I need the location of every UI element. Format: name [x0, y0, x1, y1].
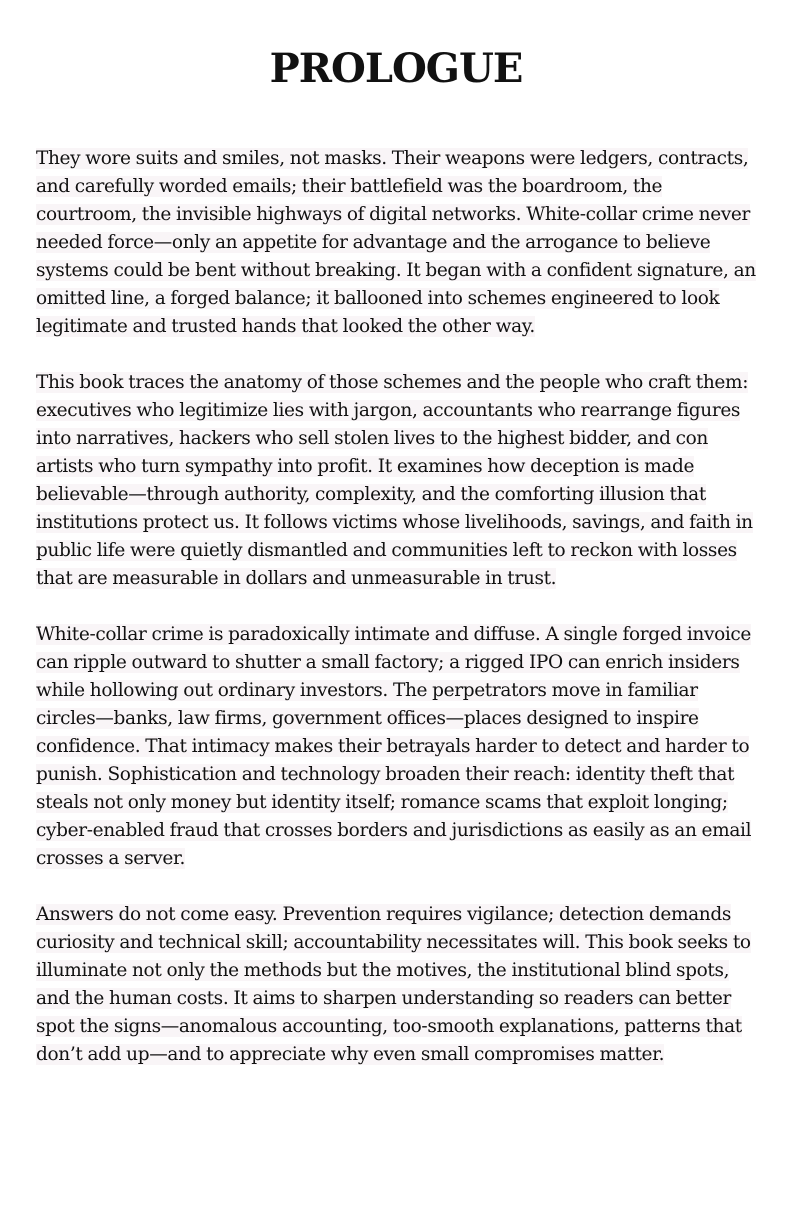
paragraph-1 — [36, 145, 756, 341]
paragraph-3 — [36, 621, 756, 873]
paragraph-4-text: Answers do not come easy. Prevention requires vigilance; detection demands curiosity and technical skill; accountability necessitates will. This book seeks to illuminate not only the methods but the motives, the institutional blind spots, and the human costs. It aims to sharpen understanding so readers can better spot the signs—anomalous accounting, too-smooth explanations, patterns that don’t add up—and to appreciate why even small compromises matter. — [36, 904, 751, 1065]
paragraph-3-text: White-collar crime is paradoxically intimate and diffuse. A single forged invoice can ripple outward to shutter a small factory; a rigged IPO can enrich insiders while hollowing out ordinary investors. The perpetrators move in familiar circles—banks, law firms, government offices—places designed to inspire confidence. That intimacy makes their betrayals harder to detect and harder to punish. Sophistication and technology broaden their reach: identity theft that steals not only money but identity itself; romance scams that exploit longing; cyber-enabled fraud that crosses borders and jurisdictions as easily as an email crosses a server. — [36, 624, 752, 869]
body-text — [36, 145, 756, 1097]
paragraph-2-text: This book traces the anatomy of those schemes and the people who craft them: executives who legitimize lies with jargon, accountants who rearrange figures into narratives, hackers who sell stolen lives to the highest bidder, and con artists who turn sympathy into profit. It examines how deception is made believable—through authority, complexity, and the comforting illusion that institutions protect us. It follows victims whose livelihoods, savings, and faith in public life were quietly dismantled and communities left to reckon with losses that are measurable in dollars and unmeasurable in trust. — [36, 372, 753, 589]
paragraph-1-text: They wore suits and smiles, not masks. Their weapons were ledgers, contracts, and carefully worded emails; their battlefield was the boardroom, the courtroom, the invisible highways of digital networks. White-collar crime never needed force—only an appetite for advantage and the arrogance to believe systems could be bent without breaking. It began with a confident signature, an omitted line, a forged balance; it ballooned into schemes engineered to look legitimate and trusted hands that looked the other way. — [36, 148, 756, 337]
paragraph-2 — [36, 369, 756, 593]
paragraph-4 — [36, 901, 756, 1069]
page-title: PROLOGUE — [269, 45, 523, 92]
